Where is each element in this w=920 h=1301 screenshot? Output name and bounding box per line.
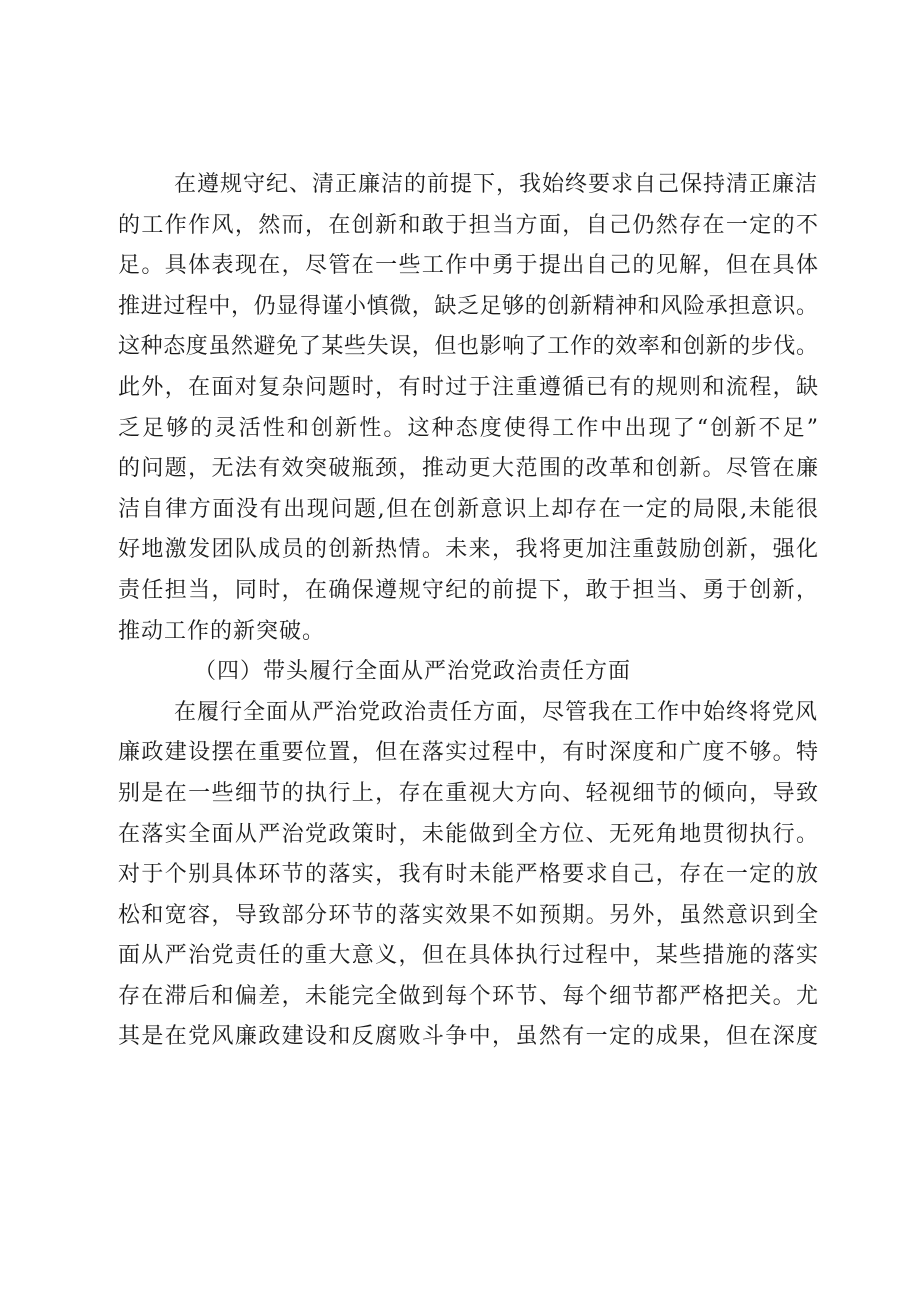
text-line: 乏足够的灵活性和创新性。这种态度使得工作中出现了“创新不足” [118,415,818,441]
text-line: 的问题，无法有效突破瓶颈，推动更大范围的改革和创新。尽管在廉 [118,456,818,482]
paragraph-1 [118,165,818,652]
text-line: 在遵规守纪、清正廉洁的前提下，我始终要求自己保持清正廉洁 [174,172,819,197]
text-line: 洁自律方面没有出现问题,但在创新意识上却存在一定的局限,未能很 [118,496,818,522]
text-line: 其是在党风廉政建设和反腐败斗争中，虽然有一定的成果，但在深度 [118,1024,818,1050]
text-line: 责任担当，同时，在确保遵规守纪的前提下，敢于担当、勇于创新， [118,577,818,603]
text-line: 在落实全面从严治党政策时，未能做到全方位、无死角地贯彻执行。 [118,821,818,847]
section-heading: （四）带头履行全面从严治党政治责任方面 [194,659,632,685]
text-line: 对于个别具体环节的落实，我有时未能严格要求自己，存在一定的放 [118,862,818,888]
text-line: 廉政建设摆在重要位置，但在落实过程中，有时深度和广度不够。特 [118,740,818,766]
paragraph-2 [118,693,818,1058]
text-line: 别是在一些细节的执行上，存在重视大方向、轻视细节的倾向，导致 [118,780,818,806]
text-line: 推动工作的新突破。 [118,618,326,644]
text-line: 这种态度虽然避免了某些失误，但也影响了工作的效率和创新的步伐。 [118,334,818,360]
text-line: 好地激发团队成员的创新热情。未来，我将更加注重鼓励创新，强化 [118,537,818,563]
text-line: 在履行全面从严治党政治责任方面，尽管我在工作中始终将党风 [174,699,819,725]
text-line: 面从严治党责任的重大意义，但在具体执行过程中，某些措施的落实 [118,943,818,969]
text-line: 松和宽容，导致部分环节的落实效果不如预期。另外，虽然意识到全 [118,902,818,928]
text-line: 此外，在面对复杂问题时，有时过于注重遵循已有的规则和流程，缺 [118,374,818,400]
document-body [118,165,818,1058]
text-line: 足。具体表现在，尽管在一些工作中勇于提出自己的见解，但在具体 [118,253,818,279]
text-line: 的工作作风，然而，在创新和敢于担当方面，自己仍然存在一定的不 [118,212,818,238]
text-line: 存在滞后和偏差，未能完全做到每个环节、每个细节都严格把关。尤 [118,983,818,1009]
text-line: 推进过程中，仍显得谨小慎微，缺乏足够的创新精神和风险承担意识。 [118,293,818,319]
